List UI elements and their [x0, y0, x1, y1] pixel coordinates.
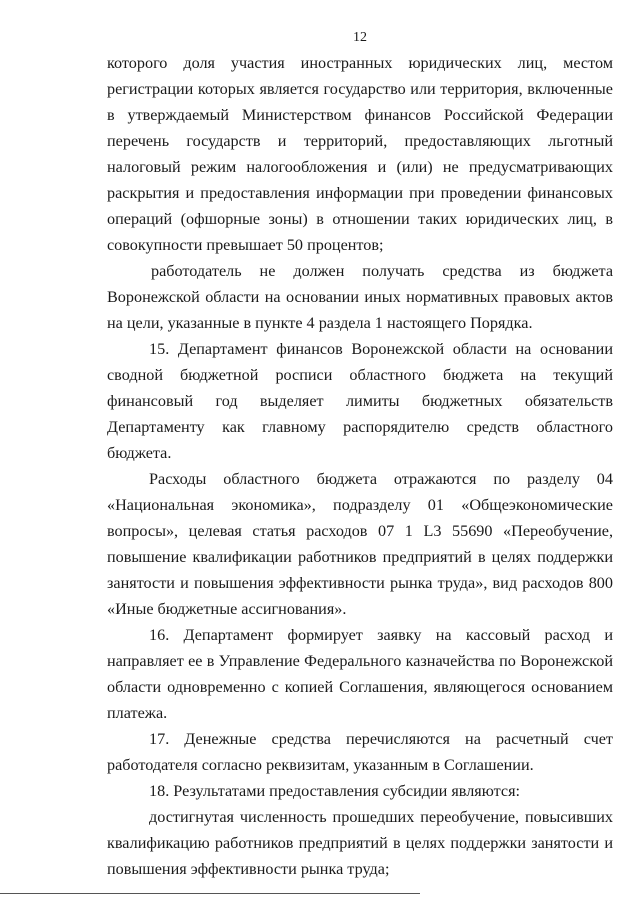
paragraph-item-18: 18. Результатами предоставления субсидии являются: — [149, 782, 521, 800]
paragraph-result-count: достигнутая численность прошедших переобучение, повысивших квалификацию работников предприятий в целях поддержки занятости и повышения эффективности рынка труда; — [107, 808, 613, 878]
paragraph-item-17: 17. Денежные средства перечисляются на расчетный счет работодателя согласно реквизитам, указанным в Соглашении. — [107, 730, 613, 774]
page-number: 12 — [353, 30, 367, 45]
page-bottom-rule — [0, 893, 420, 894]
paragraph-item-16: 16. Департамент формирует заявку на кассовый расход и направляет ее в Управление Федерального казначейства по Воронежской области одновременно с копией Соглашения, являющегося основанием платежа. — [107, 626, 613, 722]
paragraph-employer-funding: работодатель не должен получать средства из бюджета Воронежской области на основании иных нормативных правовых актов на цели, указанные в пункте 4 раздела 1 настоящего Порядка. — [107, 262, 613, 332]
paragraph-item-15: 15. Департамент финансов Воронежской области на основании сводной бюджетной росписи областного бюджета на текущий финансовый год выделяет лимиты бюджетных обязательств Департаменту как главному распорядителю средств областного бюджета. — [107, 340, 613, 462]
paragraph-budget-expenses: Расходы областного бюджета отражаются по разделу 04 «Национальная экономика», подразделу 01 «Общеэкономические вопросы», целевая статья расходов 07 1 L3 55690 «Переобучение, повышение квалификации работников предприятий в целях поддержки занятости и повышения эффективности рынка труда», вид расходов 800 «Иные бюджетные ассигнования». — [107, 470, 613, 618]
paragraph-offshore-condition: которого доля участия иностранных юридических лиц, местом регистрации которых является государство или территория, включенные в утверждаемый Министерством финансов Российской Федерации перечень государств и территорий, предоставляющих льготный налоговый режим налогообложения и (или) не предусматривающих раскрытия и предоставления информации при проведении финансовых операций (офшорные зоны) в отношении таких юридических лиц, в совокупности превышает 50 процентов; — [107, 54, 613, 254]
document-body — [107, 50, 613, 882]
